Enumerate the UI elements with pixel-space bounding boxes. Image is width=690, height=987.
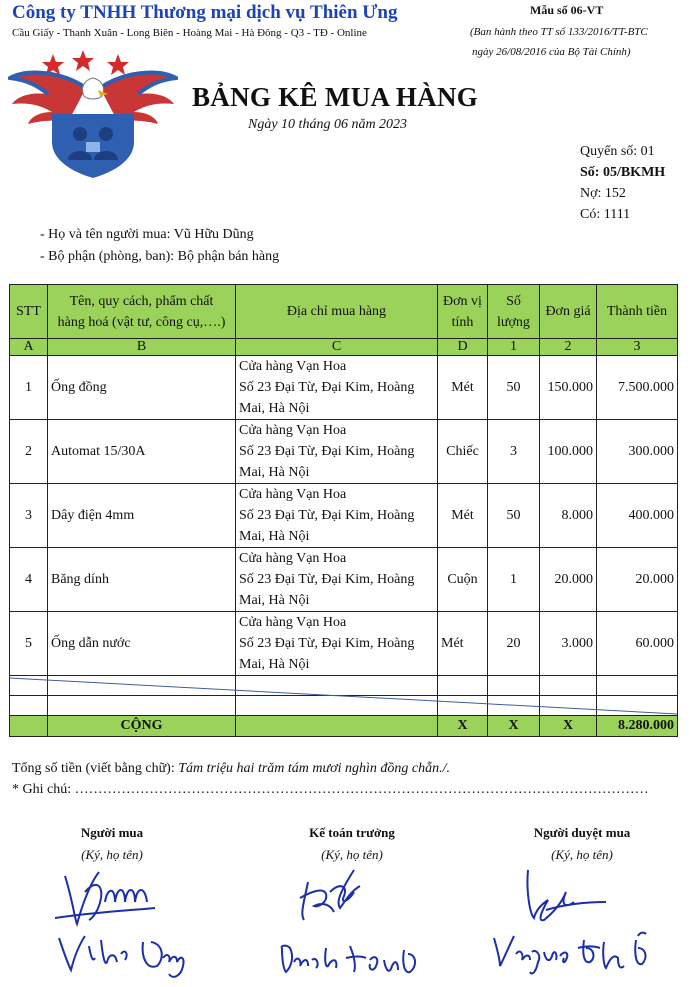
address-line: Mai, Hà Nội (239, 657, 310, 672)
form-number: Mẫu số 06-VT (530, 3, 604, 17)
address-line: Mai, Hà Nội (239, 401, 310, 416)
signature-title-chief-accountant: Kế toán trưởng (309, 825, 395, 840)
header-stt: STT (10, 285, 48, 339)
address-line: Số 23 Đại Từ, Đại Kim, Hoàng (239, 380, 415, 395)
table-row (10, 548, 678, 612)
address-line: Cửa hàng Vạn Hoa (239, 359, 347, 374)
signature-sub-approver: (Ký, họ tên) (551, 847, 613, 862)
cell-stt: 4 (10, 548, 48, 612)
table-row (10, 356, 678, 420)
header-amount: Thành tiền (597, 285, 678, 339)
address-line: Cửa hàng Vạn Hoa (239, 551, 347, 566)
cell-address (236, 420, 438, 484)
address-line: Cửa hàng Vạn Hoa (239, 423, 347, 438)
cell-quantity: 1 (488, 548, 540, 612)
cell-stt: 1 (10, 356, 48, 420)
document-number: Số: 05/BKMH (580, 165, 666, 180)
header-item-name-line1: Tên, quy cách, phẩm chất (69, 293, 214, 309)
total-label: CỘNG (48, 716, 236, 737)
address-line: Số 23 Đại Từ, Đại Kim, Hoàng (239, 444, 415, 459)
issued-note-line1: (Ban hành theo TT số 133/2016/TT-BTC (470, 26, 648, 38)
cell-unit-price: 100.000 (540, 420, 597, 484)
buyer-info (40, 224, 279, 268)
cell-item-name: Dây điện 4mm (48, 484, 236, 548)
cell-quantity: 50 (488, 356, 540, 420)
signature-title-buyer: Người mua (80, 825, 144, 840)
approver-signature-icon (486, 862, 686, 982)
cell-unit-price: 3.000 (540, 612, 597, 676)
table-row (10, 484, 678, 548)
cell-item-name: Ống dẫn nước (48, 612, 236, 676)
total-row (10, 716, 678, 737)
amount-in-words (12, 761, 450, 777)
cell-unit: Cuộn (438, 548, 488, 612)
table-row (10, 612, 678, 676)
column-code: D (438, 339, 488, 356)
address-line: Số 23 Đại Từ, Đại Kim, Hoàng (239, 636, 415, 651)
cell-unit-price: 20.000 (540, 548, 597, 612)
address-line: Cửa hàng Vạn Hoa (239, 487, 347, 502)
column-code-row (10, 339, 678, 356)
total-unit-mark: X (438, 716, 488, 737)
document-title: BẢNG KÊ MUA HÀNG (192, 82, 479, 112)
cell-item-name: Automat 15/30A (48, 420, 236, 484)
cell-amount: 20.000 (597, 548, 678, 612)
header-unit-price: Đơn giá (540, 285, 597, 339)
column-code: A (10, 339, 48, 356)
credit-account: Có: 1111 (580, 207, 631, 222)
signature-title-approver: Người duyệt mua (533, 825, 631, 840)
cell-unit: Mét (438, 484, 488, 548)
amount-in-words-label: Tổng số tiền (viết bằng chữ): (12, 761, 175, 776)
address-line: Mai, Hà Nội (239, 465, 310, 480)
address-line: Số 23 Đại Từ, Đại Kim, Hoàng (239, 572, 415, 587)
column-code: 3 (597, 339, 678, 356)
column-code: 1 (488, 339, 540, 356)
column-code: C (236, 339, 438, 356)
cell-amount: 7.500.000 (597, 356, 678, 420)
table-row (10, 420, 678, 484)
cell-address (236, 356, 438, 420)
cell-unit-price: 8.000 (540, 484, 597, 548)
column-code: 2 (540, 339, 597, 356)
note-line: * Ghi chú: …………………………………………………………………………………………………………… (12, 782, 649, 797)
cell-address (236, 484, 438, 548)
cell-item-name: Băng dính (48, 548, 236, 612)
cell-quantity: 20 (488, 612, 540, 676)
amount-in-words-value: Tám triệu hai trăm tám mươi nghìn đồng chẵn./. (178, 761, 450, 776)
header-quantity-line2: lượng (497, 314, 530, 330)
cell-unit-price: 150.000 (540, 356, 597, 420)
chief-accountant-signature-icon (270, 862, 470, 982)
cell-stt: 3 (10, 484, 48, 548)
header-quantity-line1: Số (506, 293, 521, 309)
cell-amount: 60.000 (597, 612, 678, 676)
header-quantity (488, 285, 540, 339)
cell-unit: Chiếc (438, 420, 488, 484)
debit-account: Nợ: 152 (580, 186, 626, 201)
total-quantity-mark: X (488, 716, 540, 737)
book-number: Quyển số: 01 (580, 144, 655, 159)
address-line: Mai, Hà Nội (239, 593, 310, 608)
signature-sub-chief-accountant: (Ký, họ tên) (321, 847, 383, 862)
header-item-name (48, 285, 236, 339)
purchase-table (9, 284, 678, 737)
issued-note-line2: ngày 26/08/2016 của Bộ Tài Chính) (472, 46, 631, 58)
blank-rows-strike-line (9, 676, 677, 716)
cell-stt: 2 (10, 420, 48, 484)
address-line: Cửa hàng Vạn Hoa (239, 615, 347, 630)
header-unit-line1: Đơn vị (443, 293, 482, 309)
company-name: Công ty TNHH Thương mại dịch vụ Thiên Ưng (12, 2, 398, 23)
cell-unit: Mét (438, 612, 488, 676)
eagle-shield-logo-icon (8, 50, 178, 180)
address-line: Số 23 Đại Từ, Đại Kim, Hoàng (239, 508, 415, 523)
cell-stt: 5 (10, 612, 48, 676)
cell-address (236, 548, 438, 612)
header-unit-line2: tính (451, 314, 474, 330)
header-item-name-line2: hàng hoá (vật tư, công cụ,….) (57, 314, 226, 330)
book-info (580, 141, 665, 225)
buyer-signature-icon (45, 862, 245, 982)
header-unit (438, 285, 488, 339)
table-header-row (10, 285, 678, 339)
cell-amount: 300.000 (597, 420, 678, 484)
total-price-mark: X (540, 716, 597, 737)
cell-quantity: 3 (488, 420, 540, 484)
header-address: Địa chỉ mua hàng (236, 285, 438, 339)
cell-unit: Mét (438, 356, 488, 420)
address-line: Mai, Hà Nội (239, 529, 310, 544)
buyer-department: - Bộ phận (phòng, ban): Bộ phận bán hàng (40, 249, 280, 264)
cell-quantity: 50 (488, 484, 540, 548)
cell-address (236, 612, 438, 676)
total-amount: 8.280.000 (597, 716, 678, 737)
document-date: Ngày 10 tháng 06 năm 2023 (248, 117, 408, 132)
cell-item-name: Ống đồng (48, 356, 236, 420)
buyer-name: - Họ và tên người mua: Vũ Hữu Dũng (40, 227, 254, 242)
column-code: B (48, 339, 236, 356)
cell-amount: 400.000 (597, 484, 678, 548)
company-branches: Cầu Giấy - Thanh Xuân - Long Biên - Hoàng Mai - Hà Đông - Q3 - TĐ - Online (12, 27, 367, 39)
signature-sub-buyer: (Ký, họ tên) (81, 847, 143, 862)
